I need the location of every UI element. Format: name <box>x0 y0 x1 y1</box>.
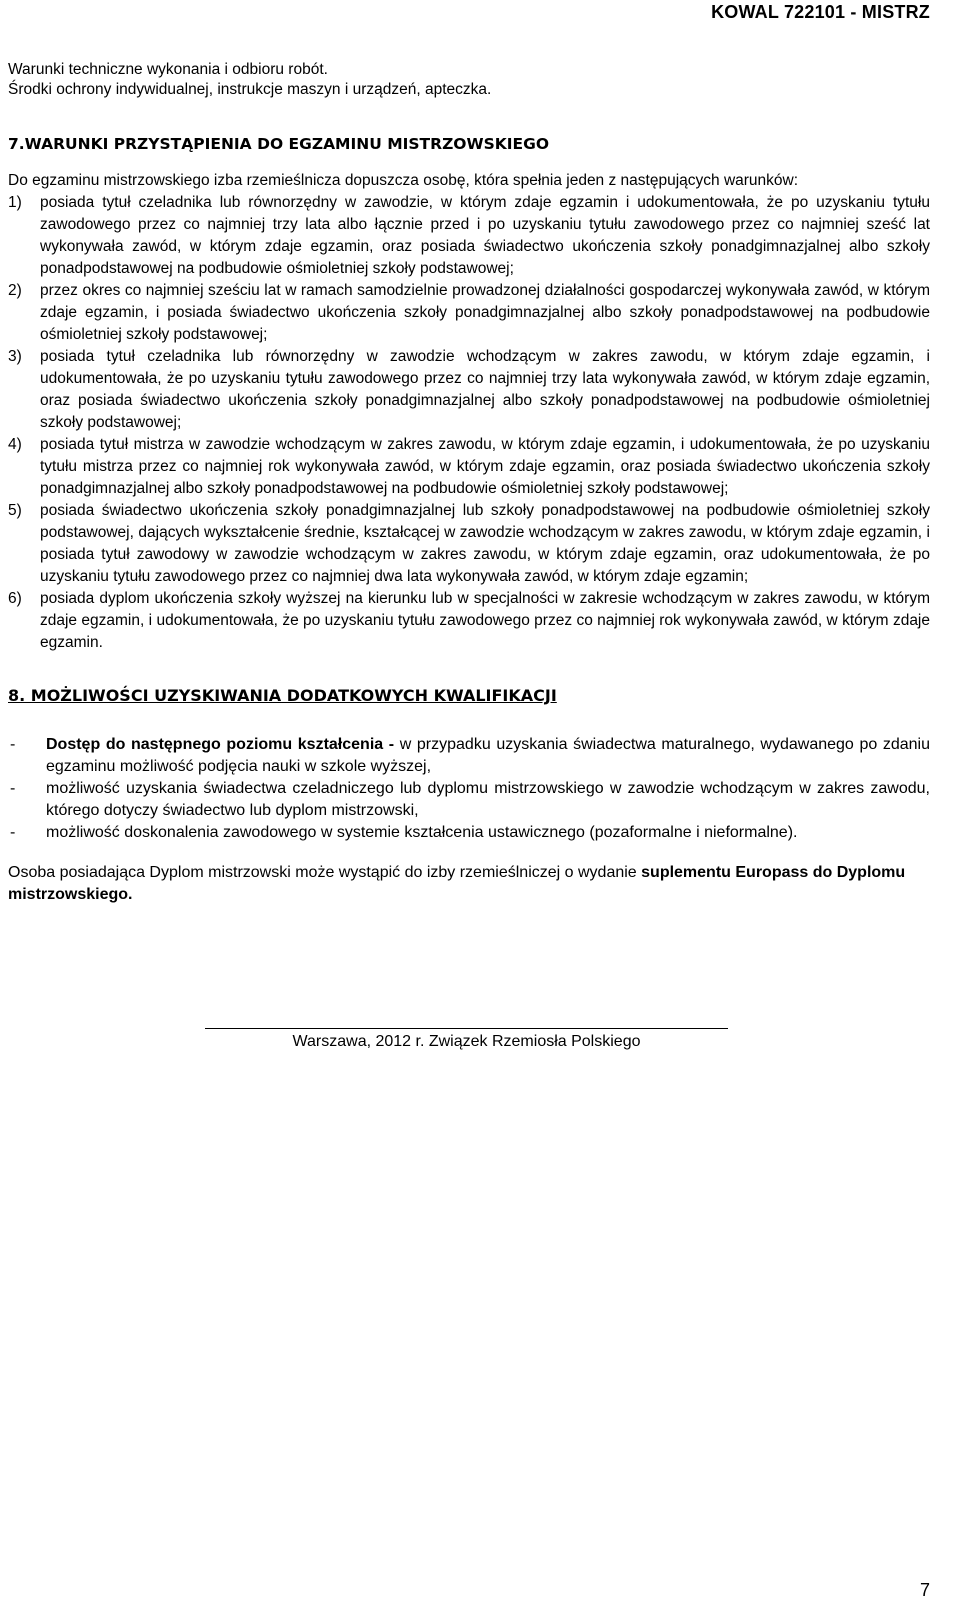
item-number: 1) <box>8 194 22 211</box>
item-text: możliwość uzyskania świadectwa czeladniczego lub dyplomu mistrzowskiego w zawodzie wchodzącym w zakres zawodu, którego dotyczy świadectwo lub dyplom mistrzowski, <box>46 780 930 819</box>
item-text: możliwość doskonalenia zawodowego w systemie kształcenia ustawicznego (pozaformalne i nieformalne). <box>46 824 798 841</box>
signature-text: Warszawa, 2012 r. Związek Rzemiosła Polskiego <box>292 1033 641 1050</box>
item-bold-text: Dostęp do następnego poziomu kształcenia - <box>46 736 395 753</box>
bullet-dash: - <box>10 736 16 753</box>
item-text: posiada dyplom ukończenia szkoły wyższej na kierunku lub w specjalności w zakresie wchodzącym w zakres zawodu, w którym zdaje egzamin, i udokumentowała, że po uzyskaniu tytułu zawodowego przez co najmniej rok wykonywała zawód, w którym zdaje egzamin. <box>40 590 930 651</box>
item-text: posiada tytuł czeladnika lub równorzędny w zawodzie, w którym zdaje egzamin i udokumentowała, że po uzyskaniu tytułu zawodowego przez co najmniej trzy lata albo łącznie przed i po uzyskaniu tytułu zawodowego przez co najmniej sześć lat wykonywała zawód, w którym zdaje egzamin, oraz posiada świadectwo ukończenia szkoły ponadgimnazjalnej albo szkoły ponadpodstawowej na podbudowie ośmioletniej szkoły podstawowej; <box>40 194 930 277</box>
closing-paragraph <box>8 862 930 906</box>
condition-item <box>8 192 930 280</box>
condition-item <box>8 500 930 588</box>
item-text: przez okres co najmniej sześciu lat w ramach samodzielnie prowadzonej działalności gospodarczej wykonywała zawód, w którym zdaje egzamin, i posiada świadectwo ukończenia szkoły ponadgimnazjalnej albo szkoły ponadpodstawowej na podbudowie ośmioletniej szkoły podstawowej; <box>40 282 930 343</box>
qualification-item <box>8 778 930 822</box>
bullet-dash: - <box>10 780 16 797</box>
section-7-lead: Do egzaminu mistrzowskiego izba rzemieślnicza dopuszcza osobę, która spełnia jeden z następujących warunków: <box>8 172 799 189</box>
item-number: 5) <box>8 502 22 519</box>
item-number: 4) <box>8 436 22 453</box>
signature-line <box>205 1028 728 1029</box>
intro-line-2: Środki ochrony indywidualnej, instrukcje maszyn i urządzeń, apteczka. <box>8 81 492 98</box>
condition-item <box>8 280 930 346</box>
item-number: 3) <box>8 348 22 365</box>
closing-bold-text: suplementu Europass do Dyplomu mistrzowskiego. <box>8 864 906 903</box>
condition-item <box>8 346 930 434</box>
qualification-item <box>8 822 930 844</box>
item-text: w przypadku uzyskania świadectwa maturalnego, wydawanego po zdaniu egzaminu możliwość podjęcia nauki w szkole wyższej, <box>46 736 931 775</box>
condition-item <box>8 434 930 500</box>
item-text: posiada tytuł mistrza w zawodzie wchodzącym w zakres zawodu, w którym zdaje egzamin, i udokumentowała, że po uzyskaniu tytułu mistrza przez co najmniej rok wykonywała zawód, w którym zdaje egzamin, oraz posiada świadectwo ukończenia szkoły ponadgimnazjalnej albo szkoły ponadpodstawowej na podbudowie ośmioletniej szkoły podstawowej; <box>40 436 930 497</box>
page-number: 7 <box>919 1580 930 1600</box>
signature-block <box>205 1028 728 1051</box>
conditions-list <box>8 192 930 654</box>
qualification-item <box>8 734 930 778</box>
section-7-title: 7.WARUNKI PRZYSTĄPIENIA DO EGZAMINU MISTRZOWSKIEGO <box>8 135 550 153</box>
item-number: 6) <box>8 590 22 607</box>
item-text: posiada tytuł czeladnika lub równorzędny w zawodzie wchodzącym w zakres zawodu, w którym zdaje egzamin, i udokumentowała, że po uzyskaniu tytułu zawodowego przez co najmniej trzy lata wykonywała zawód, w którym zdaje egzamin, oraz posiada świadectwo ukończenia szkoły ponadgimnazjalnej albo szkoły ponadpodstawowej na podbudowie ośmioletniej szkoły podstawowej; <box>40 348 930 431</box>
document-code-header: KOWAL 722101 - MISTRZ <box>711 2 930 22</box>
section-8-title: 8. MOŻLIWOŚCI UZYSKIWANIA DODATKOWYCH KWALIFIKACJI <box>8 686 557 705</box>
intro-line-1: Warunki techniczne wykonania i odbioru robót. <box>8 61 328 78</box>
document-body <box>8 60 930 922</box>
item-text: posiada świadectwo ukończenia szkoły ponadgimnazjalnej lub szkoły ponadpodstawowej na podbudowie ośmioletniej szkoły podstawowej, dających wykształcenie średnie, kształcącej w zawodzie wchodzącym w zakres zawodu, w którym zdaje egzamin, i posiada tytuł zawodowy w zawodzie wchodzącym w zakres zawodu, w którym zdaje egzamin, oraz udokumentowała, że po uzyskaniu tytułu zawodowego przez co najmniej dwa lata wykonywała zawód, w którym zdaje egzamin; <box>40 502 930 585</box>
condition-item <box>8 588 930 654</box>
bullet-dash: - <box>10 824 16 841</box>
qualifications-list <box>8 734 930 844</box>
closing-text: Osoba posiadająca Dyplom mistrzowski może wystąpić do izby rzemieślniczej o wydanie <box>8 864 642 881</box>
item-number: 2) <box>8 282 22 299</box>
